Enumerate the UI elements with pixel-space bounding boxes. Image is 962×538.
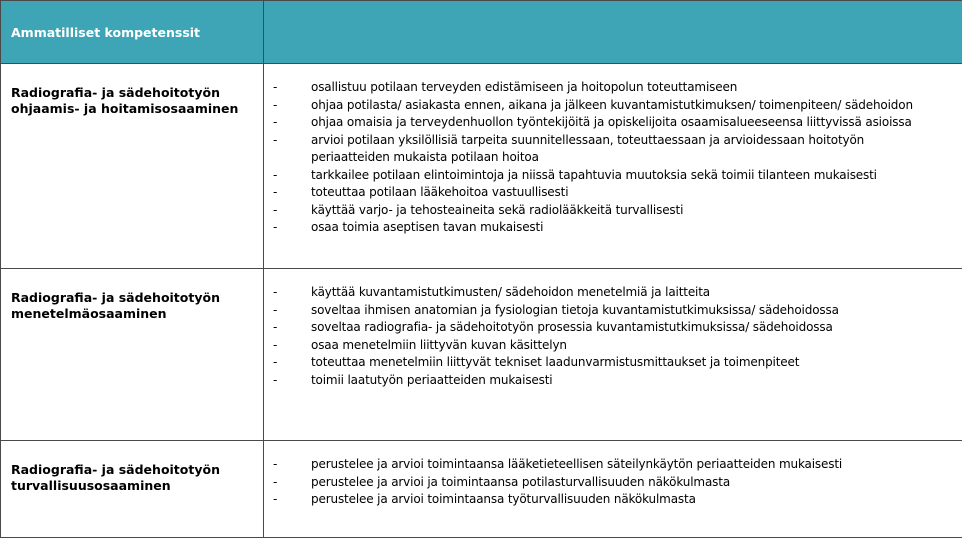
header-empty <box>264 1 962 64</box>
items-list <box>273 456 962 509</box>
competence-name <box>1 441 264 538</box>
table-row <box>1 441 962 538</box>
list-item: - tarkkailee potilaan elintoimintoja ja niissä tapahtuvia muutoksia sekä toimii tilanteen mukaisesti <box>273 167 962 185</box>
list-item: - toteuttaa potilaan lääkehoitoa vastuullisesti <box>273 184 962 202</box>
list-item: - perustelee ja arvioi ja toimintaansa potilasturvallisuuden näkökulmasta <box>273 474 962 492</box>
list-item: - käyttää varjo- ja tehosteaineita sekä radiolääkkeitä turvallisesti <box>273 202 962 220</box>
list-item: - toteuttaa menetelmiin liittyvät tekniset laadunvarmistusmittaukset ja toimenpiteet <box>273 354 962 372</box>
competence-items <box>264 269 962 441</box>
list-item: - osaa toimia aseptisen tavan mukaisesti <box>273 219 962 237</box>
competence-title-line1: Radiografia- ja sädehoitotyön <box>11 290 220 305</box>
table-header-row <box>1 1 962 64</box>
competence-title-line1: Radiografia- ja sädehoitotyön <box>11 462 220 477</box>
competence-title-line2: turvallisuusosaaminen <box>11 478 171 493</box>
list-item: - soveltaa ihmisen anatomian ja fysiologian tietoja kuvantamistutkimuksissa/ sädehoidossa <box>273 302 962 320</box>
competence-title-line2: menetelmäosaaminen <box>11 306 167 321</box>
list-item: - ohjaa omaisia ja terveydenhuollon työntekijöitä ja opiskelijoita osaamisalueeseensa liittyvissä asioissa <box>273 114 962 132</box>
competence-title-line1: Radiografia- ja sädehoitotyön <box>11 85 220 100</box>
header-competences: Ammatilliset kompetenssit <box>1 1 264 64</box>
competence-items <box>264 441 962 538</box>
competence-name <box>1 64 264 269</box>
list-item: - arvioi potilaan yksilöllisiä tarpeita suunnitellessaan, toteuttaessaan ja arvioidessaan hoitotyön periaatteiden mukaista potilaan hoitoa <box>273 132 962 167</box>
list-item: - käyttää kuvantamistutkimusten/ sädehoidon menetelmiä ja laitteita <box>273 284 962 302</box>
competence-name <box>1 269 264 441</box>
table-row <box>1 269 962 441</box>
competence-title-line2: ohjaamis- ja hoitamisosaaminen <box>11 101 238 116</box>
list-item: - perustelee ja arvioi toimintaansa lääketieteellisen säteilynkäytön periaatteiden mukaisesti <box>273 456 962 474</box>
list-item: - perustelee ja arvioi toimintaansa työturvallisuuden näkökulmasta <box>273 491 962 509</box>
items-list <box>273 284 962 389</box>
list-item: - soveltaa radiografia- ja sädehoitotyön prosessia kuvantamistutkimuksissa/ sädehoidossa <box>273 319 962 337</box>
competence-items <box>264 64 962 269</box>
table-row <box>1 64 962 269</box>
items-list <box>273 79 962 237</box>
list-item: - ohjaa potilasta/ asiakasta ennen, aikana ja jälkeen kuvantamistutkimuksen/ toimenpiteen/ sädehoidon <box>273 97 962 115</box>
list-item: - toimii laatutyön periaatteiden mukaisesti <box>273 372 962 390</box>
list-item: - osaa menetelmiin liittyvän kuvan käsittelyn <box>273 337 962 355</box>
list-item: - osallistuu potilaan terveyden edistämiseen ja hoitopolun toteuttamiseen <box>273 79 962 97</box>
